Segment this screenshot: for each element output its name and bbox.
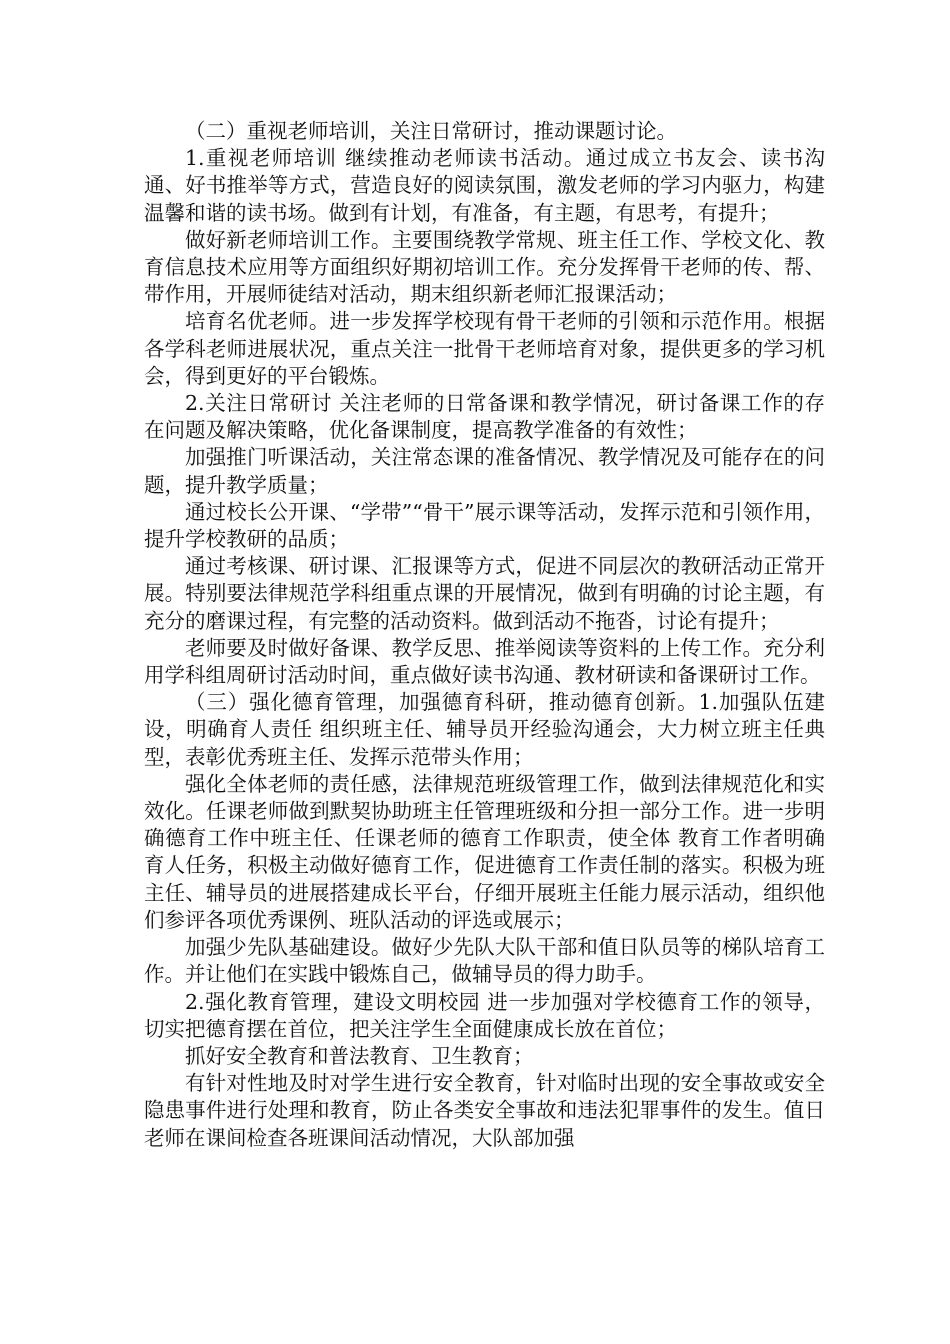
paragraph-daily-research: 2.关注日常研讨 关注老师的日常备课和教学情况，研讨备课工作的存在问题及解决策略，优化备课制度，提高教学准备的有效性； [144,391,825,443]
paragraph-safety-education: 抓好安全教育和普法教育、卫生教育； [185,1043,534,1068]
paragraph-upload-materials: 老师要及时做好备课、教学反思、推举阅读等资料的上传工作。充分利用学科组周研讨活动时间，重点做好读书沟通、教材研读和备课研讨工作。 [144,635,825,688]
paragraph-reading-activity: 1.重视老师培训 继续推动老师读书活动。通过成立书友会、读书沟通、好书推举等方式，营造良好的阅读氛围，激发老师的学习内驱力，构建温馨和谐的读书场。做到有计划，有准备，有主题，有思考，有提升； [144,146,825,225]
section-heading-moral-education: （三）强化德育管理，加强德育科研，推动德育创新。1.加强队伍建设，明确育人责任 组织班主任、辅导员开经验沟通会，大力树立班主任典型，表彰优秀班主任、发挥示范带头作用； [144,690,825,769]
paragraph-education-management: 2.强化教育管理，建设文明校园 进一步加强对学校德育工作的领导，切实把德育摆在首位，把关注学生全面健康成长放在首位； [144,989,825,1041]
section-heading-training: （二）重视老师培训，关注日常研讨，推动课题讨论。 [185,119,677,143]
paragraph-demonstration-lessons: 通过校长公开课、“学带”“骨干”展示课等活动，发挥示范和引领作用，提升学校教研的品质； [144,499,825,552]
paragraph-teacher-responsibility: 强化全体老师的责任感，法律规范班级管理工作，做到法律规范化和实效化。任课老师做到默契协助班主任管理班级和分担一部分工作。进一步明确德育工作中班主任、任课老师的德育工作职责，使全体 教育工作者明确育人任务，积极主动做好德育工作，促进德育工作责任制的落实。积极为班主任、辅导员的进展搭建成长平台，仔细开展班主任能力展示活动，组织他们参评各项优秀课例、班队活动的评选或展示； [144,771,825,932]
paragraph-class-observation: 加强推门听课活动，关注常态课的准备情况、教学情况及可能存在的问题，提升教学质量； [144,445,825,497]
paragraph-excellent-teachers: 培育名优老师。进一步发挥学校现有骨干老师的引领和示范作用。根据各学科老师进展状况，重点关注一批骨干老师培育对象，提供更多的学习机会，得到更好的平台锻炼。 [144,309,825,388]
paragraph-assessment-lessons: 通过考核课、研讨课、汇报课等方式，促进不同层次的教研活动正常开展。特别要法律规范学科组重点课的开展情况，做到有明确的讨论主题，有充分的磨课过程，有完整的活动资料。做到活动不拖沓，讨论有提升； [144,554,825,633]
paragraph-new-teacher-training: 做好新老师培训工作。主要围绕教学常规、班主任工作、学校文化、教育信息技术应用等方面组织好期初培训工作。充分发挥骨干老师的传、帮、带作用，开展师徒结对活动，期末组织新老师汇报课活动； [144,227,825,307]
paragraph-young-pioneers: 加强少先队基础建设。做好少先队大队干部和值日队员等的梯队培育工作。并让他们在实践中锻炼自己，做辅导员的得力助手。 [144,935,825,987]
document-body [144,118,825,1152]
paragraph-safety-handling: 有针对性地及时对学生进行安全教育，针对临时出现的安全事故或安全隐患事件进行处理和教育，防止各类安全事故和违法犯罪事件的发生。值日老师在课间检查各班课间活动情况，大队部加强 [144,1071,825,1150]
